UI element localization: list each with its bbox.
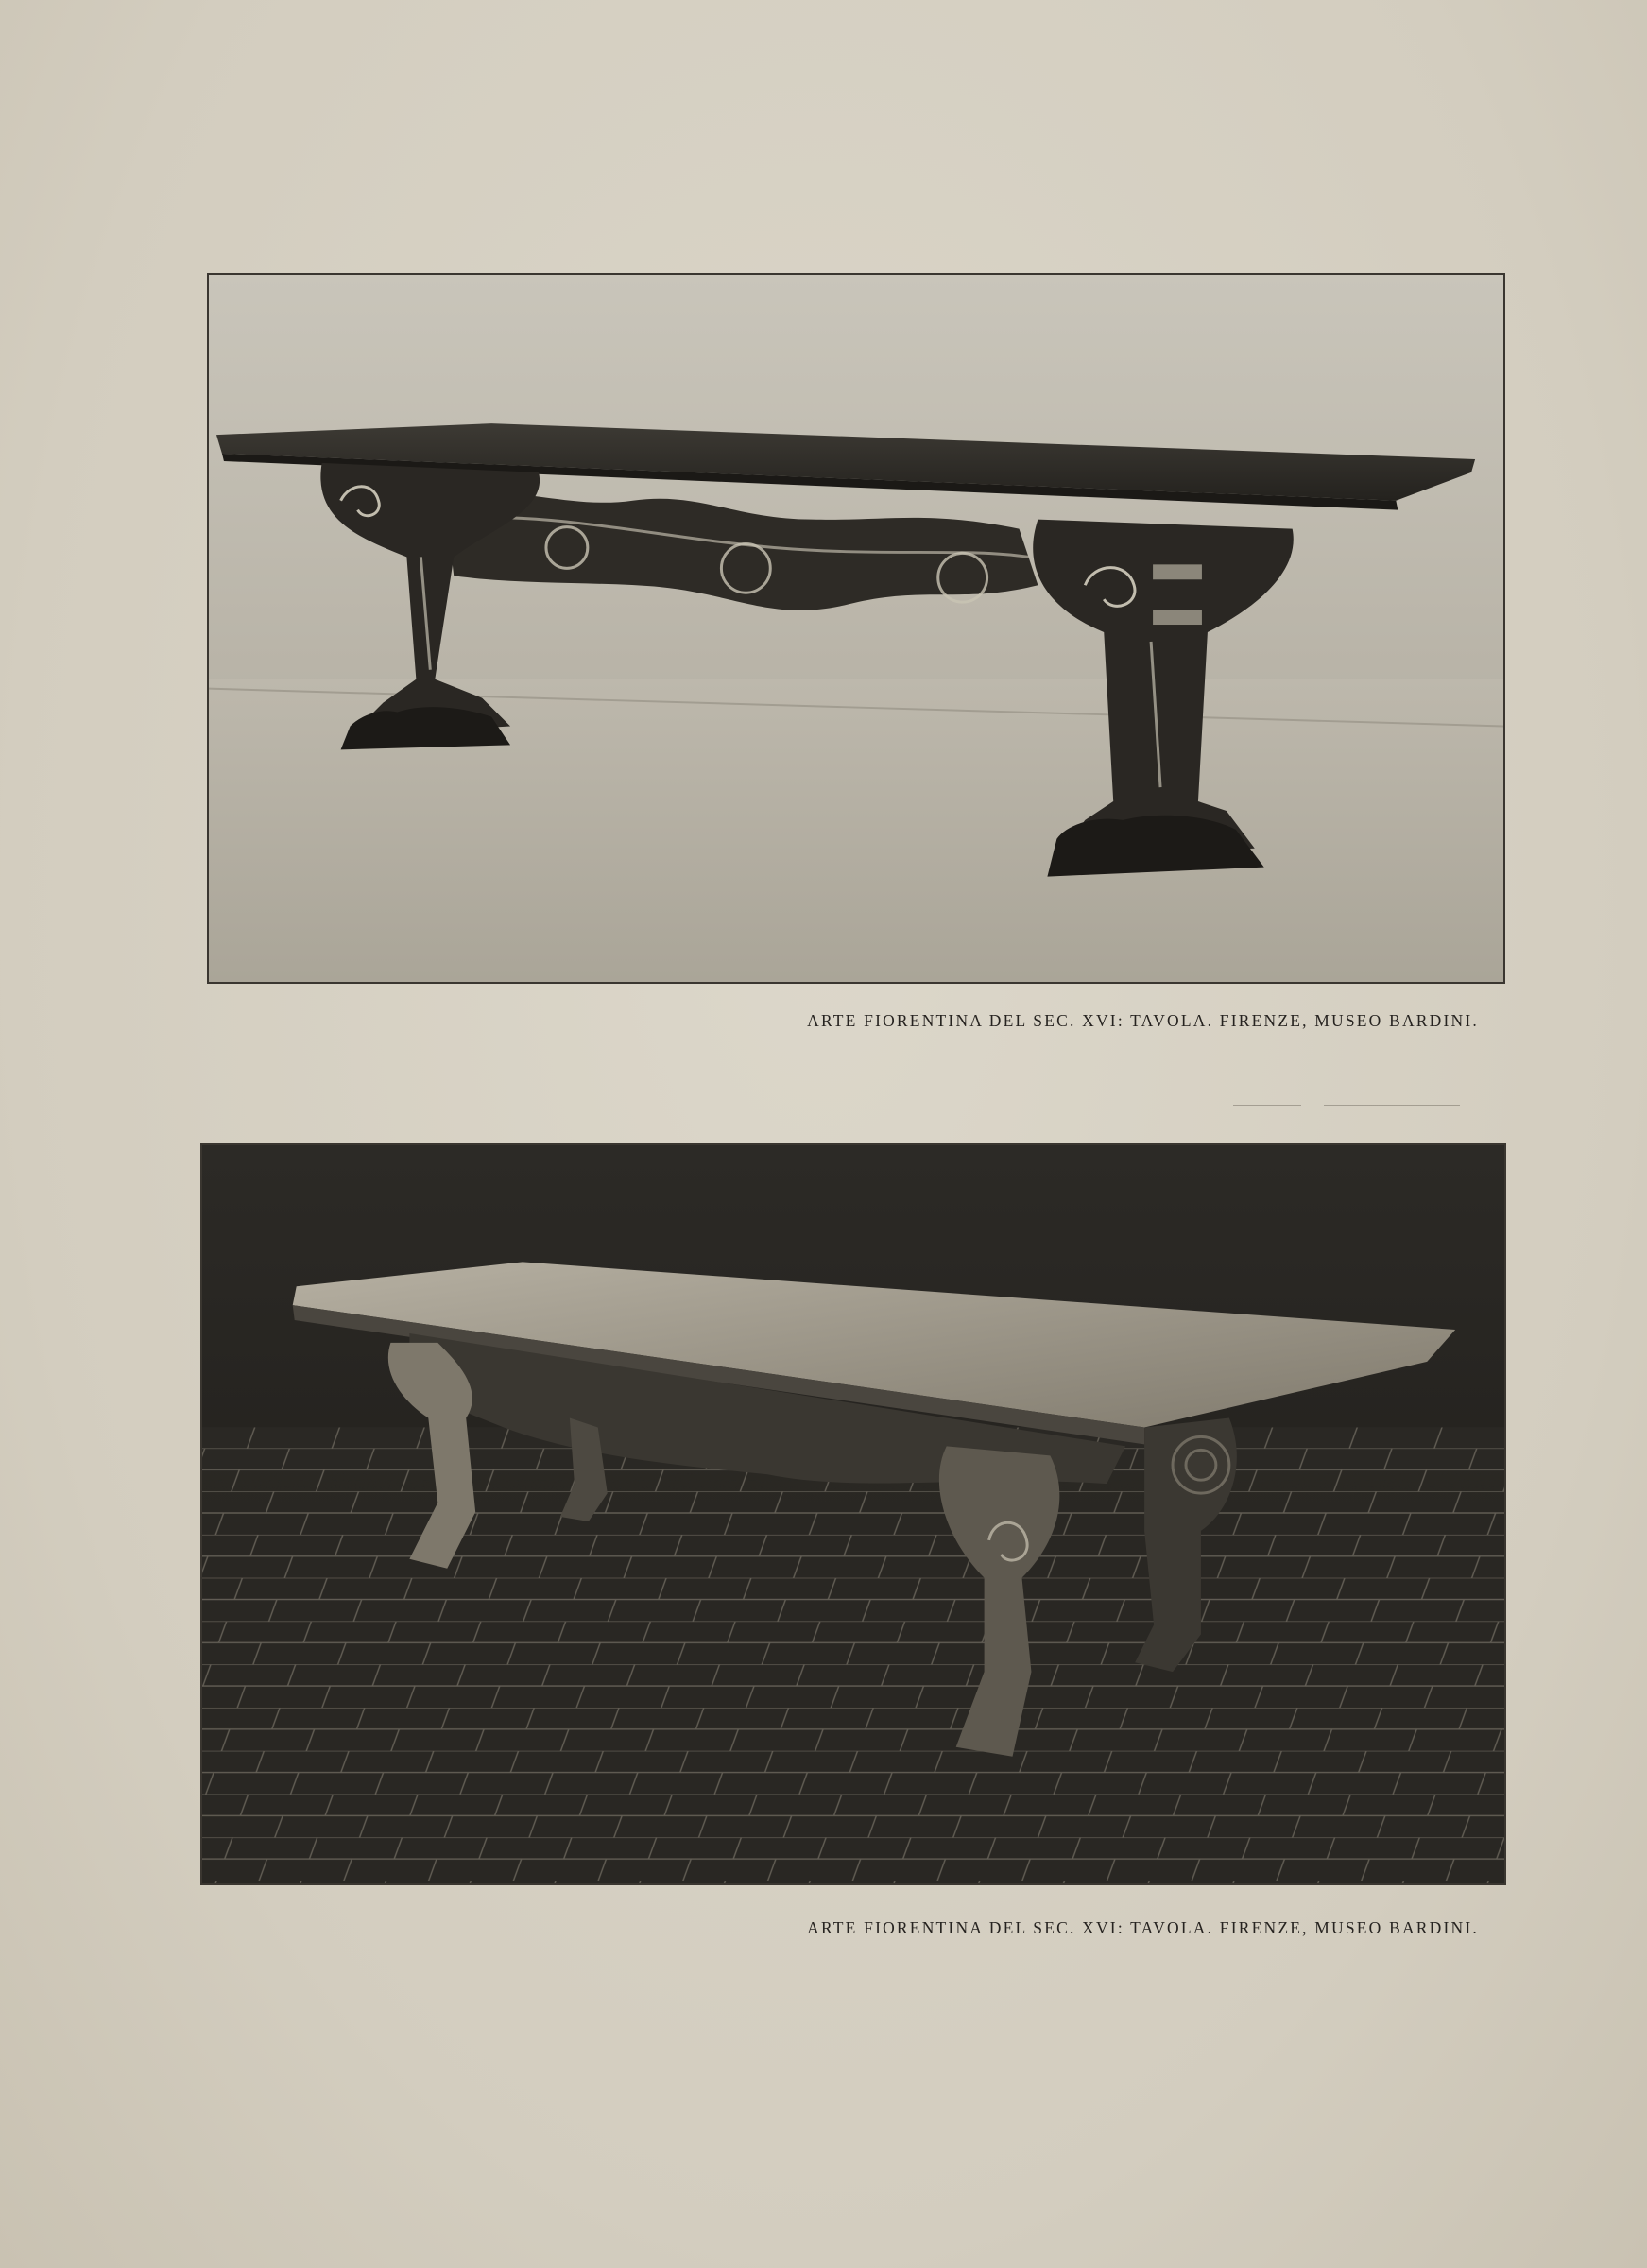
plate-caption-bottom: ARTE FIORENTINA DEL SEC. XVI: TAVOLA. FIRENZE, MUSEO BARDINI.: [807, 1918, 1479, 1937]
rule-line: [1233, 1105, 1460, 1106]
table-photo-bottom: [202, 1145, 1504, 1883]
photo-plate-bottom: [200, 1143, 1506, 1885]
plate-caption-top: ARTE FIORENTINA DEL SEC. XVI: TAVOLA. FIRENZE, MUSEO BARDINI.: [807, 1011, 1479, 1030]
photo-plate-top: [207, 273, 1505, 984]
table-photo-top: [209, 275, 1503, 982]
